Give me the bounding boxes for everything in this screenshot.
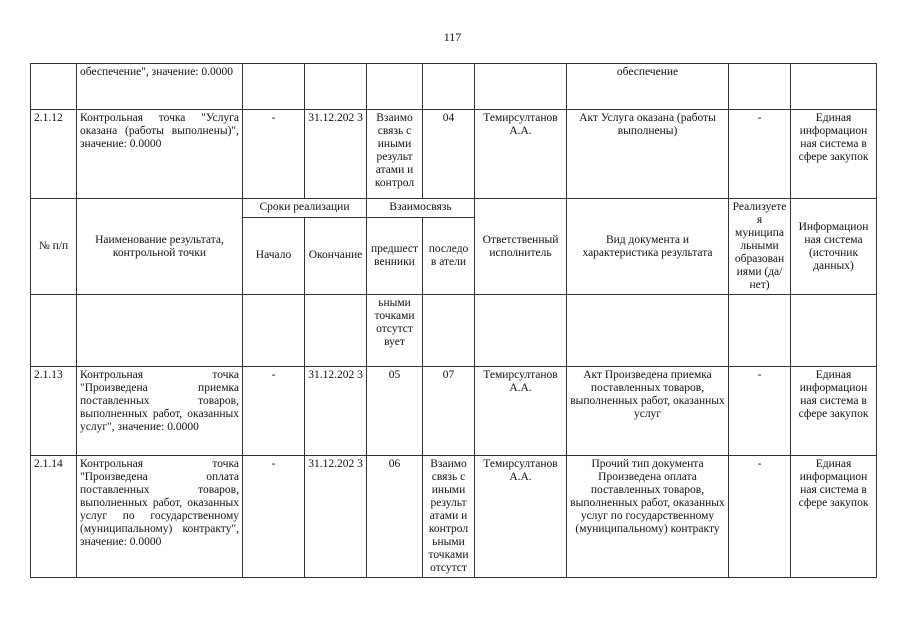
row-succ — [423, 64, 475, 110]
row-name: Контрольная точка "Произведена оплата поставленных товаров, выполненных работ, оказанных услуг по государственному (муниципальному) контракту", значение: 0.0000 — [77, 456, 243, 578]
row-start: - — [243, 367, 305, 456]
row-num: 2.1.12 — [31, 110, 77, 199]
row-start — [243, 64, 305, 110]
row-doc — [567, 295, 729, 367]
row-end — [305, 295, 367, 367]
row-infosys — [791, 295, 877, 367]
header-municipal: Реализуете я муниципа льными образован иями (да/нет) — [729, 199, 791, 295]
row-resp — [475, 64, 567, 110]
header-succ: последов атели — [423, 217, 475, 294]
table-row — [31, 295, 877, 367]
row-resp: Темирсултанов А.А. — [475, 110, 567, 199]
row-succ: 04 — [423, 110, 475, 199]
row-succ: 07 — [423, 367, 475, 456]
header-pred: предшест венники — [367, 217, 423, 294]
header-num: № п/п — [31, 199, 77, 295]
row-doc: Акт Услуга оказана (работы выполнены) — [567, 110, 729, 199]
row-name: обеспечение", значение: 0.0000 — [77, 64, 243, 110]
table-row — [31, 367, 877, 456]
row-end: 31.12.202 3 — [305, 456, 367, 578]
row-succ: Взаимо связь с иными результ атами и контрол ьными точками отсутст — [423, 456, 475, 578]
row-municipal — [729, 295, 791, 367]
row-num: 2.1.13 — [31, 367, 77, 456]
row-infosys: Единая информацион ная система в сфере закупок — [791, 456, 877, 578]
row-doc: Прочий тип документа Произведена оплата поставленных товаров, выполненных работ, оказанных услуг по государственному (муниципальному) контракту — [567, 456, 729, 578]
table-row — [31, 64, 877, 110]
page-number: 117 — [443, 30, 462, 44]
header-end: Окончание — [305, 217, 367, 294]
row-municipal: - — [729, 456, 791, 578]
table-row — [31, 110, 877, 199]
header-start: Начало — [243, 217, 305, 294]
table-row — [31, 456, 877, 578]
row-num — [31, 295, 77, 367]
row-resp — [475, 295, 567, 367]
header-relation: Взаимосвязь — [367, 199, 475, 218]
row-end: 31.12.202 3 — [305, 110, 367, 199]
row-name: Контрольная точка "Произведена приемка поставленных товаров, выполненных работ, оказанных услуг", значение: 0.0000 — [77, 367, 243, 456]
header-doc: Вид документа и характеристика результата — [567, 199, 729, 295]
row-doc: обеспечение — [567, 64, 729, 110]
row-resp: Темирсултанов А.А. — [475, 456, 567, 578]
header-name: Наименование результата, контрольной точки — [77, 199, 243, 295]
row-pred: 05 — [367, 367, 423, 456]
control-points-table — [30, 63, 877, 578]
row-infosys — [791, 64, 877, 110]
row-succ — [423, 295, 475, 367]
row-infosys: Единая информацион ная система в сфере закупок — [791, 367, 877, 456]
row-name — [77, 295, 243, 367]
row-num — [31, 64, 77, 110]
header-resp: Ответственный исполнитель — [475, 199, 567, 295]
row-name: Контрольная точка "Услуга оказана (работы выполнены)", значение: 0.0000 — [77, 110, 243, 199]
row-start — [243, 295, 305, 367]
row-infosys: Единая информацион ная система в сфере закупок — [791, 110, 877, 199]
row-pred: Взаимо связь с иными результ атами и контрол — [367, 110, 423, 199]
row-end: 31.12.202 3 — [305, 367, 367, 456]
header-infosys: Информацион ная система (источник данных) — [791, 199, 877, 295]
row-municipal: - — [729, 110, 791, 199]
row-pred: ьными точками отсутст вует — [367, 295, 423, 367]
row-municipal — [729, 64, 791, 110]
row-start: - — [243, 456, 305, 578]
row-doc: Акт Произведена приемка поставленных товаров, выполненных работ, оказанных услуг — [567, 367, 729, 456]
row-end — [305, 64, 367, 110]
row-municipal: - — [729, 367, 791, 456]
row-num: 2.1.14 — [31, 456, 77, 578]
row-pred: 06 — [367, 456, 423, 578]
header-terms: Сроки реализации — [243, 199, 367, 218]
row-resp: Темирсултанов А.А. — [475, 367, 567, 456]
row-start: - — [243, 110, 305, 199]
table-header — [31, 199, 877, 218]
row-pred — [367, 64, 423, 110]
